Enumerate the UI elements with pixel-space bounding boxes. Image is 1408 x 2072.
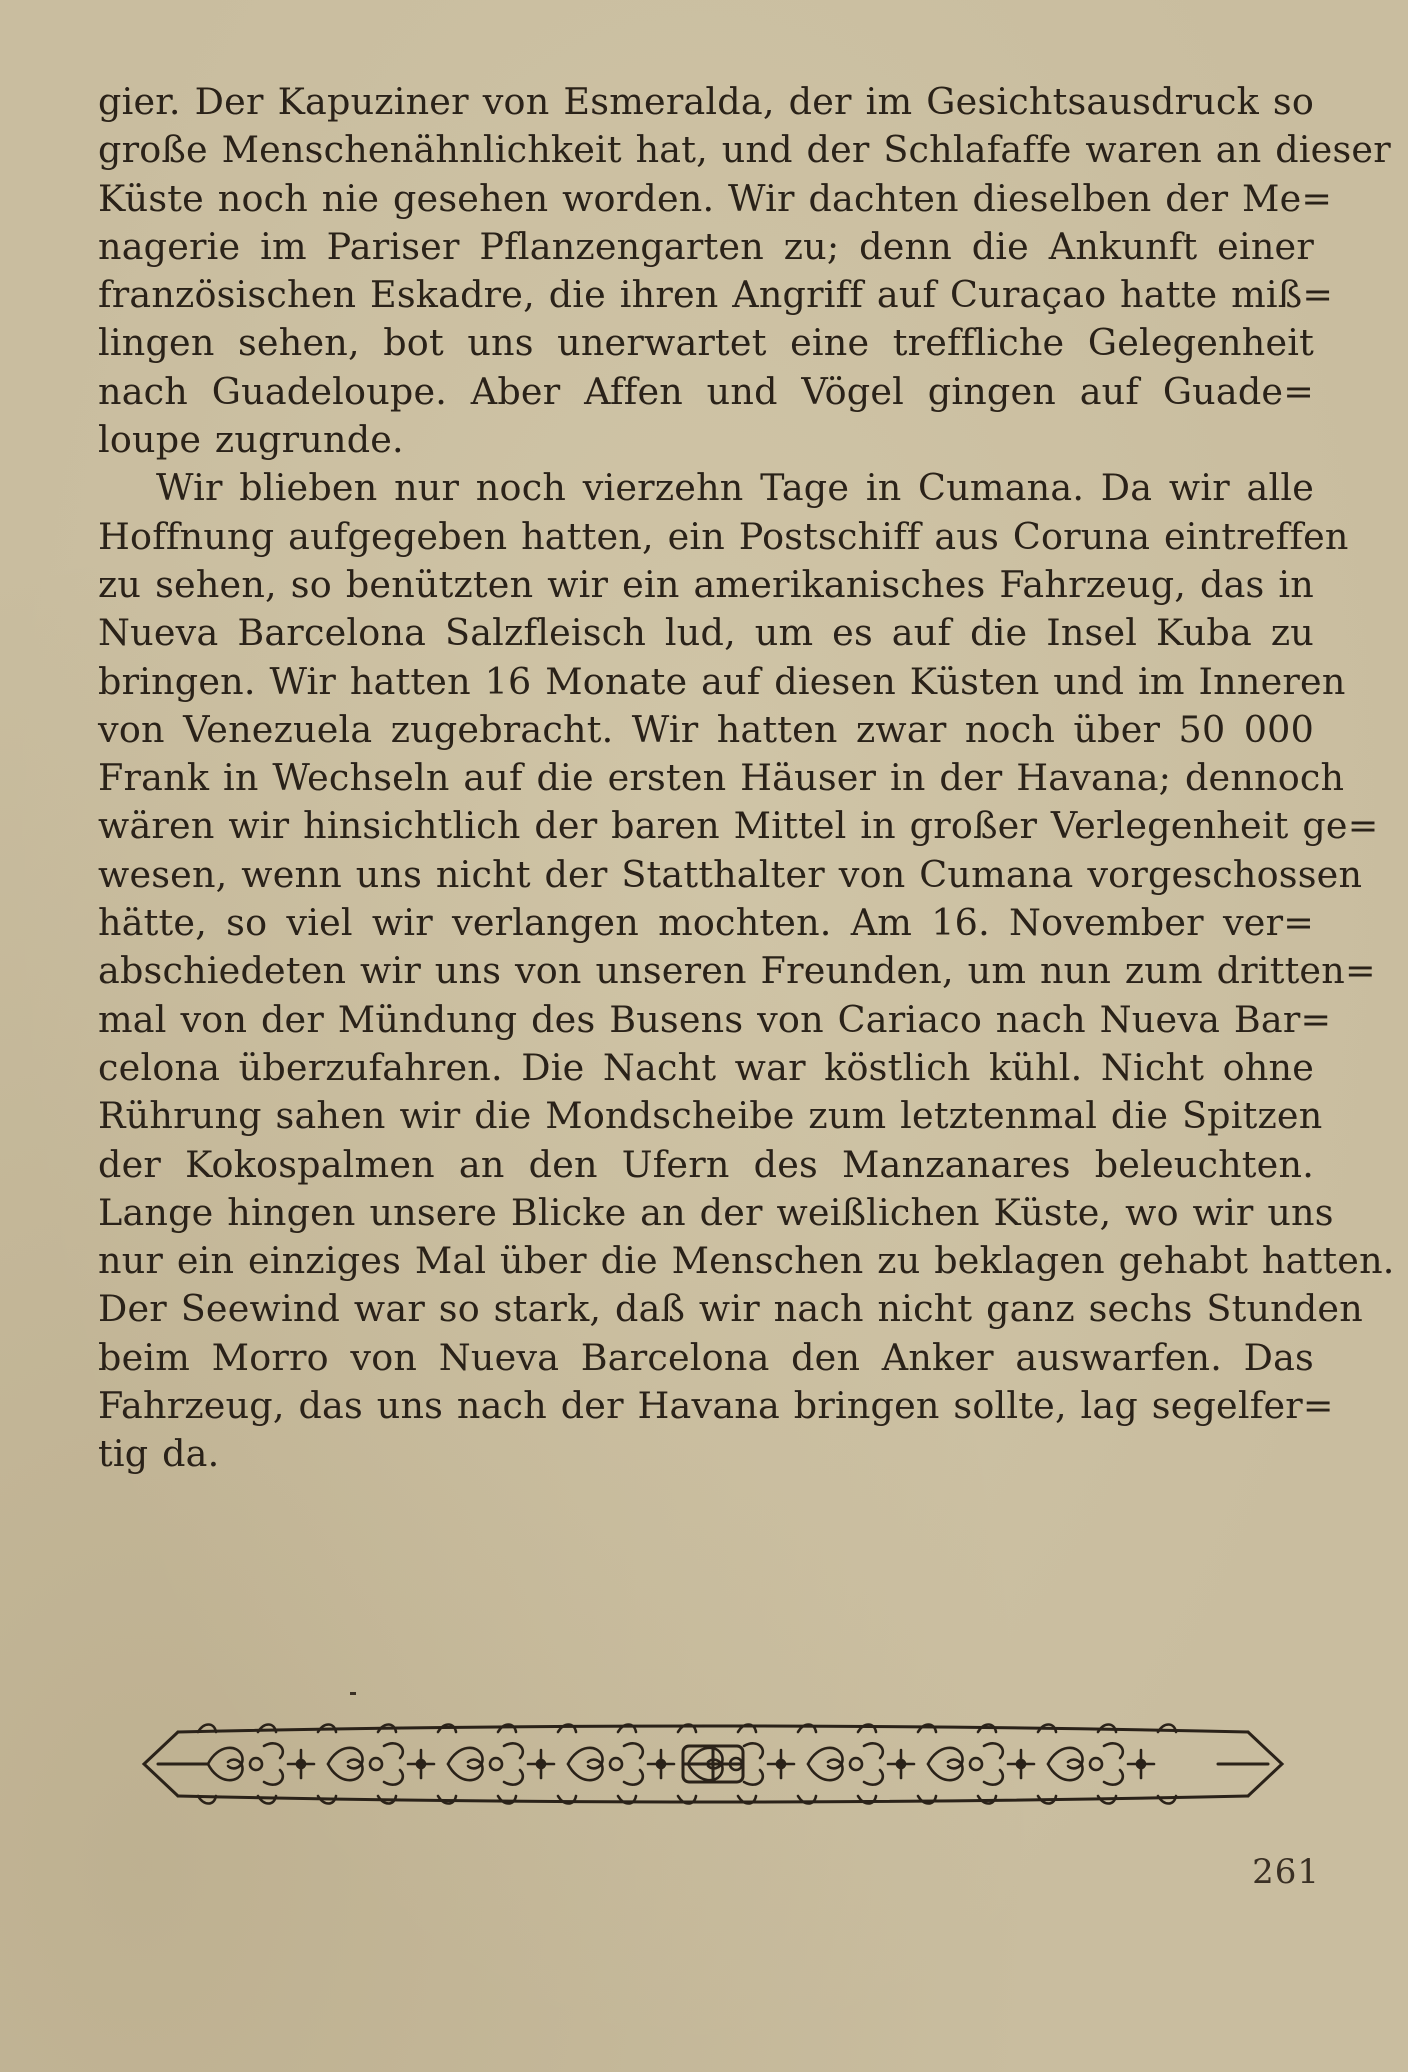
text-line: Lange hingen unsere Blicke an der weißlichen Küste, wo wir uns: [98, 1190, 1334, 1234]
page-number: 261: [1252, 1852, 1320, 1892]
text-line: Der Seewind war so stark, daß wir nach nicht ganz sechs Stunden: [98, 1287, 1363, 1331]
text-line: celona überzufahren. Die Nacht war köstlich kühl. Nicht ohne: [98, 1045, 1314, 1089]
text-line: von Venezuela zugebracht. Wir hatten zwar noch über 50 000: [98, 707, 1314, 751]
text-line: wären wir hinsichtlich der baren Mittel in großer Verlegenheit ge=: [98, 804, 1379, 848]
ink-speck: [350, 1692, 356, 1695]
text-line: wesen, wenn uns nicht der Statthalter von Cumana vorgeschossen: [98, 852, 1363, 896]
text-line: nagerie im Pariser Pflanzengarten zu; denn die Ankunft einer: [98, 224, 1314, 268]
text-line: nach Guadeloupe. Aber Affen und Vögel gingen auf Guade=: [98, 369, 1314, 413]
text-line: hätte, so viel wir verlangen mochten. Am 16. November ver=: [98, 901, 1314, 945]
text-line: gier. Der Kapuziner von Esmeralda, der im Gesichtsausdruck so: [98, 80, 1314, 123]
text-line: Hoffnung aufgegeben hatten, ein Postschiff aus Coruna eintreffen: [98, 514, 1349, 558]
text-line: Wir blieben nur noch vierzehn Tage in Cumana. Da wir alle: [156, 466, 1314, 510]
text-line: zu sehen, so benützten wir ein amerikanisches Fahrzeug, das in: [98, 562, 1314, 606]
text-line: Frank in Wechseln auf die ersten Häuser in der Havana; dennoch: [98, 756, 1345, 800]
text-line: beim Morro von Nueva Barcelona den Anker auswarfen. Das: [98, 1335, 1314, 1379]
text-line: bringen. Wir hatten 16 Monate auf diesen Küsten und im Inneren: [98, 659, 1346, 703]
text-line: Rührung sahen wir die Mondscheibe zum letztenmal die Spitzen: [98, 1094, 1323, 1138]
text-line: Fahrzeug, das uns nach der Havana bringen sollte, lag segelfer=: [98, 1384, 1334, 1428]
text-line: tig da.: [98, 1432, 220, 1476]
text-line: mal von der Mündung des Busens von Cariaco nach Nueva Bar=: [98, 997, 1332, 1041]
text-line: französischen Eskadre, die ihren Angriff auf Curaçao hatte miß=: [98, 273, 1334, 317]
text-line: abschiedeten wir uns von unseren Freunden, um nun zum dritten=: [98, 949, 1376, 993]
decorative-vignette-icon: [138, 1716, 1288, 1812]
text-line: große Menschenähnlichkeit hat, und der Schlafaffe waren an dieser: [98, 128, 1391, 172]
text-line: lingen sehen, bot uns unerwartet eine treffliche Gelegenheit: [98, 321, 1314, 365]
text-line: loupe zugrunde.: [98, 418, 404, 462]
text-line: nur ein einziges Mal über die Menschen zu beklagen gehabt hatten.: [98, 1239, 1395, 1283]
text-line: Nueva Barcelona Salzfleisch lud, um es auf die Insel Kuba zu: [98, 611, 1314, 655]
body-text: [98, 78, 1395, 1479]
text-line: Küste noch nie gesehen worden. Wir dachten dieselben der Me=: [98, 176, 1333, 220]
text-line: der Kokospalmen an den Ufern des Manzanares beleuchten.: [98, 1142, 1314, 1186]
